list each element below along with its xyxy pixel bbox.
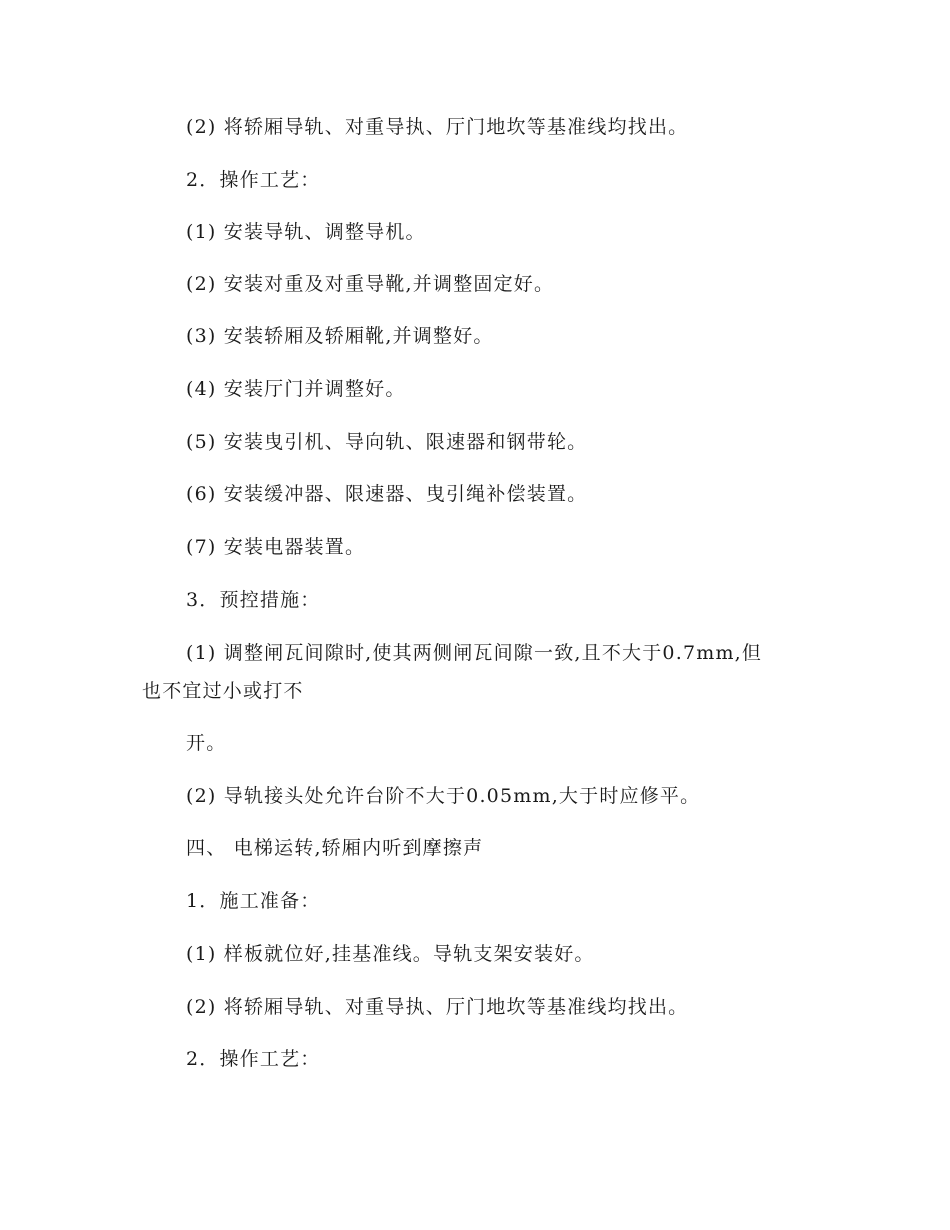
paragraph-line: (7) 安装电器装置。 <box>186 536 366 558</box>
paragraph-line: (4) 安装厅门并调整好。 <box>186 378 406 400</box>
section-heading: 2．操作工艺： <box>186 1048 321 1070</box>
paragraph-line: (2) 将轿厢导轨、对重导执、厅门地坎等基准线均找出。 <box>186 996 689 1018</box>
paragraph-line: (2) 导轨接头处允许台阶不大于0.05mm,大于时应修平。 <box>186 785 701 807</box>
paragraph-line: (1) 样板就位好,挂基准线。导轨支架安装好。 <box>186 943 595 965</box>
paragraph-line-continuation: 也不宜过小或打不 <box>142 680 304 702</box>
paragraph-line: (6) 安装缓冲器、限速器、曳引绳补偿装置。 <box>186 483 588 505</box>
section-heading: 3．预控措施： <box>186 589 321 611</box>
section-heading: 2．操作工艺： <box>186 169 321 191</box>
section-heading: 1．施工准备： <box>186 890 321 912</box>
paragraph-line: 开。 <box>186 732 227 754</box>
paragraph-line: (1) 调整闸瓦间隙时,使其两侧闸瓦间隙一致,且不大于0.7mm,但 <box>186 642 763 664</box>
paragraph-line: (3) 安装轿厢及轿厢靴,并调整好。 <box>186 325 494 347</box>
paragraph-line: (2) 安装对重及对重导靴,并调整固定好。 <box>186 273 555 295</box>
paragraph-line: (1) 安装导轨、调整导机。 <box>186 221 426 243</box>
chapter-heading: 四、 电梯运转,轿厢内听到摩擦声 <box>186 837 484 859</box>
paragraph-line: (2) 将轿厢导轨、对重导执、厅门地坎等基准线均找出。 <box>186 116 689 138</box>
paragraph-line: (5) 安装曳引机、导向轨、限速器和钢带轮。 <box>186 431 588 453</box>
